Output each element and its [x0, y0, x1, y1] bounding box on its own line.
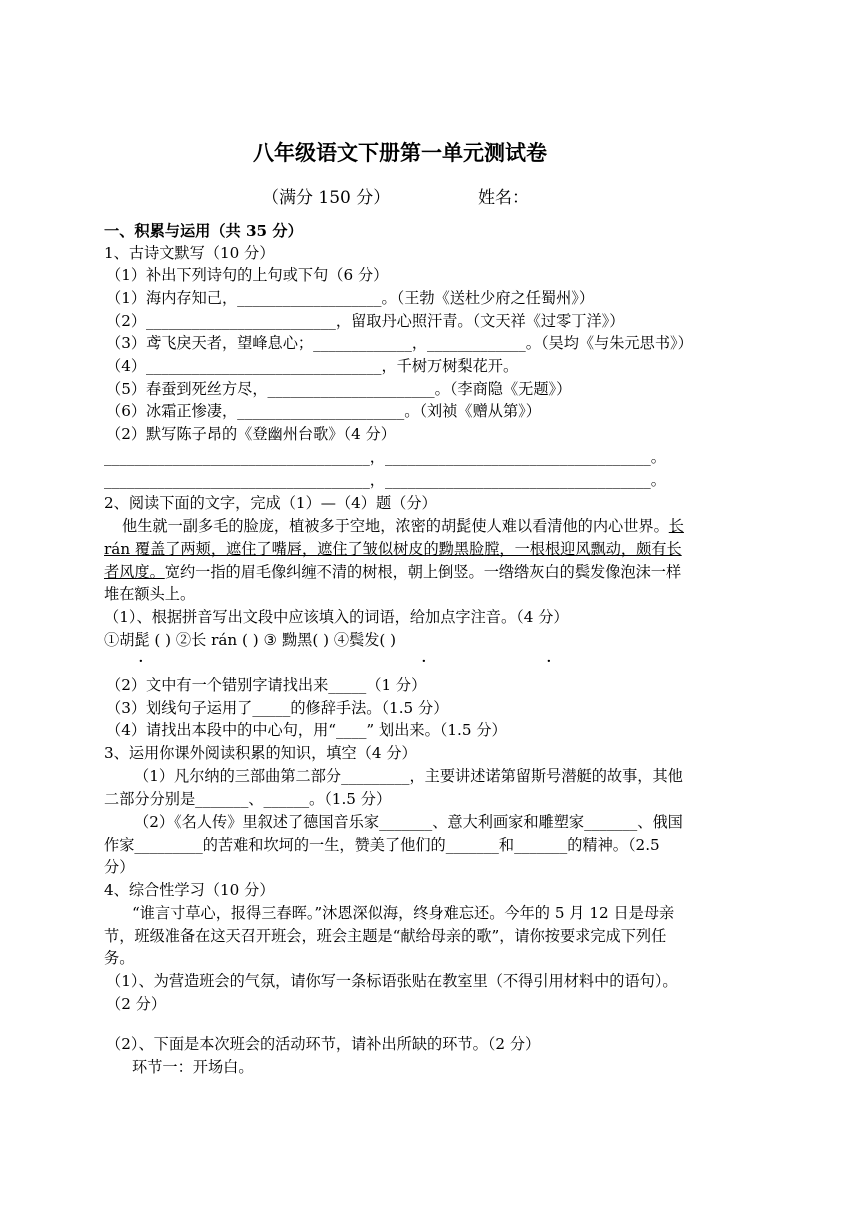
question-heading: 2、阅读下面的文字，完成（1）—（4）题（分） [104, 494, 437, 512]
sub-question: （1）、为营造班会的气氛，请你写一条标语张贴在教室里（不得引用材料中的语句）。 [106, 972, 678, 990]
name-label: 姓名： [478, 188, 529, 208]
underlined-sentence: 长 [668, 517, 684, 535]
question-line: 二部分分别是_______、______。（1.5 分） [104, 790, 392, 808]
sub-question: （4）请找出本段中的中心句，用“____” 划出来。（1.5 分） [106, 721, 507, 739]
underlined-sentence: rán 覆盖了两颊，遮住了嘴唇，遮住了皱似树皮的黝黑脸膛，一根根迎风飘动，颇有长 [104, 540, 682, 558]
passage-line: 堆在额头上。 [104, 585, 196, 603]
passage-line: 务。 [104, 949, 135, 967]
question-line: 分） [104, 858, 135, 876]
question-line: 作家_________的苦难和坎坷的一生，赞美了他们的_______和_______的精神。（2.5 [104, 836, 660, 854]
question-heading: 4、综合性学习（10 分） [104, 881, 275, 899]
poem-item: （6）冰霜正惨凄，______________________。（刘祯《赠从第》） [106, 402, 541, 420]
page-title: 八年级语文下册第一单元测试卷 [253, 140, 547, 165]
sub-question-heading: （2）默写陈子昂的《登幽州台歌》（4 分） [106, 425, 396, 443]
full-score-label: （满分 150 分） [262, 188, 391, 208]
passage-text: 宽约一指的眉毛像纠缠不清的树根，朝上倒竖。一绺绺灰白的鬓发像泡沫一样 [164, 563, 682, 581]
poem-item: （2）_________________________，留取丹心照汗青。（文天祥《过零丁洋》） [106, 312, 625, 330]
pinyin-items: ①胡髭 ( ) ②长 rán ( ) ③ 黝黑( ) ④鬓发( ) [104, 631, 397, 649]
question-line: （2）《名人传》里叙述了德国音乐家_______、意大利画家和雕塑家_______、俄国 [134, 813, 683, 831]
passage-text: 他生就一副多毛的脸庞，植被多于空地，浓密的胡髭使人难以看清他的内心世界。 [122, 517, 669, 535]
passage-line: 节，班级准备在这天召开班会，班会主题是“献给母亲的歌”，请你按要求完成下列任 [104, 927, 667, 945]
emphasis-dot: · [421, 651, 427, 672]
answer-blank-line: ___________________________________，___________________________________。 [104, 448, 666, 466]
emphasis-dot: · [138, 651, 144, 672]
poem-item: （3）鸢飞戾天者，望峰息心；_____________，_____________。（吴均《与朱元思书》） [106, 334, 693, 352]
sub-question: （2）、下面是本次班会的活动环节，请补出所缺的环节。（2 分） [106, 1035, 541, 1053]
sub-question: （2）文中有一个错别字请找出来_____（1 分） [106, 676, 427, 694]
underlined-sentence: 者风度。 [104, 563, 165, 581]
sub-question: （3）划线句子运用了_____的修辞手法。（1.5 分） [106, 699, 449, 717]
question-heading: 1、古诗文默写（10 分） [104, 244, 275, 262]
sub-question-heading: （1）补出下列诗句的上句或下句（6 分） [106, 266, 389, 284]
section-heading: 一、积累与运用（共 35 分） [104, 222, 303, 240]
passage-line [122, 516, 684, 536]
poem-item: （1）海内存知己，___________________。（王勃《送杜少府之任蜀州》） [106, 289, 595, 307]
passage-line: “谁言寸草心，报得三春晖。”沐恩深似海，终身难忘还。今年的 5 月 12 日是母亲 [132, 904, 675, 922]
step-label: 环节一：开场白。 [132, 1058, 254, 1076]
passage-line [104, 562, 681, 582]
question-line: （1）凡尔纳的三部曲第二部分_________，主要讲述诺第留斯号潜艇的故事，其他 [134, 767, 683, 785]
question-heading: 3、运用你课外阅读积累的知识，填空（4 分） [104, 744, 417, 762]
emphasis-dot: · [546, 651, 552, 672]
sub-question: （1）、根据拼音写出文段中应该填入的词语，给加点字注音。（4 分） [104, 608, 569, 626]
sub-question: （2 分） [106, 995, 167, 1013]
poem-item: （5）春蚕到死丝方尽，______________________。（李商隐《无题》） [106, 380, 572, 398]
poem-item: （4）_______________________________，千树万树梨花开。 [106, 357, 519, 375]
answer-blank-line: ___________________________________，___________________________________。 [104, 471, 666, 489]
